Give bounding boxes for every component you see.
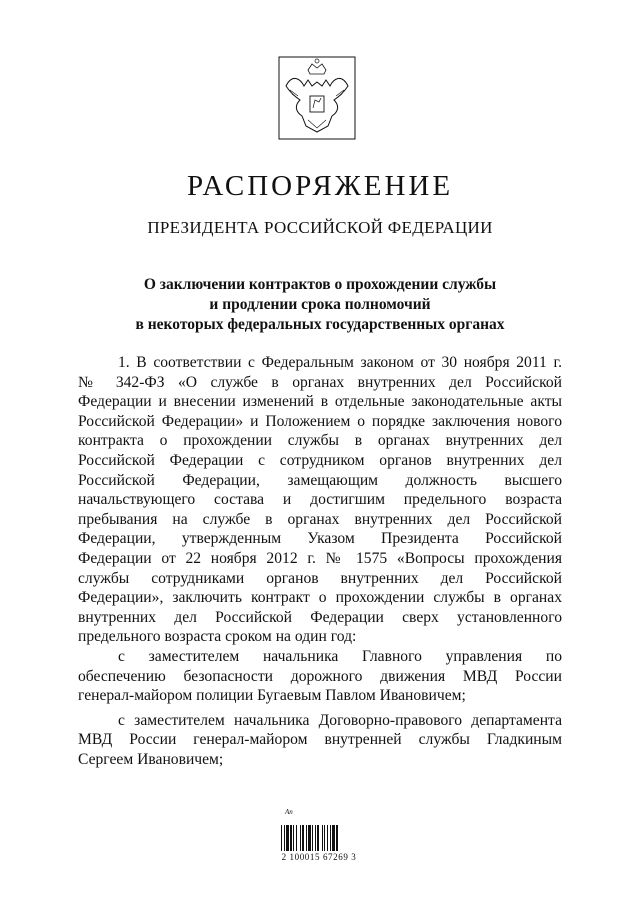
document-body [78, 353, 562, 769]
body-line: контракта о прохождении службы в органах внутренних дел [78, 432, 562, 450]
body-line: 1. В соответствии с Федеральным законом от 30 ноября 2011 г. [118, 354, 562, 371]
body-line: МВД России генерал-майором внутренней службы Гладкиным [78, 731, 562, 749]
barcode-number: 2 100015 67269 3 [281, 852, 357, 862]
paragraph-1 [78, 353, 562, 647]
body-line: Федерации и внесении изменений в отдельные законодательные акты [78, 393, 562, 411]
heading-line: О заключении контрактов о прохождении службы [143, 276, 497, 293]
list-item-2 [78, 711, 562, 770]
body-line: Федерации от 22 ноября 2012 г. № 1575 «Вопросы прохождения [78, 549, 562, 567]
list-item-1 [78, 647, 562, 706]
body-line: Российской Федерации, замещающим должность высшего [78, 471, 562, 489]
heading-line: и продлении срока полномочий [209, 296, 431, 313]
barcode-stamp: Ап [285, 808, 293, 816]
body-line: Федерации», заключить контракт о прохождении службы в органах [78, 589, 562, 607]
body-line: предельного возраста сроком на один год: [78, 628, 357, 646]
body-line: Российской Федерации» и Положением о порядке заключения нового [78, 412, 562, 430]
body-line: Федерации, утвержденным Указом Президента Российской [78, 530, 562, 548]
body-line: внутренних дел Российской Федерации сверх установленного [78, 608, 562, 626]
document-title: РАСПОРЯЖЕНИЕ [186, 170, 454, 202]
body-line: обеспечению безопасности дорожного движения МВД России [78, 667, 562, 685]
body-line: с заместителем начальника Договорно-правового департамента [118, 711, 562, 729]
body-line: начальствующего состава и достигшим предельного возраста [78, 491, 562, 509]
body-line: пребывания на службе в органах внутренних дел Российской [78, 510, 562, 528]
double-headed-eagle-icon [278, 56, 356, 140]
barcode-icon [281, 825, 357, 851]
body-line: № 342-ФЗ «О службе в органах внутренних дел Российской [78, 373, 562, 391]
body-line: службы сотрудниками органов внутренних дел Российской [78, 569, 562, 587]
body-line: генерал-майором полиции Бугаевым Павлом Ивановичем; [78, 687, 466, 705]
body-line: Российской Федерации с сотрудником органов внутренних дел [78, 451, 562, 469]
coat-of-arms-emblem [278, 56, 356, 140]
document-subtitle: ПРЕЗИДЕНТА РОССИЙСКОЙ ФЕДЕРАЦИИ [147, 218, 493, 237]
document-barcode [275, 808, 363, 864]
heading-line: в некоторых федеральных государственных органах [135, 316, 505, 333]
document-heading [0, 275, 640, 335]
body-line: с заместителем начальника Главного управления по [118, 647, 562, 665]
body-line: Сергеем Ивановичем; [78, 750, 224, 768]
